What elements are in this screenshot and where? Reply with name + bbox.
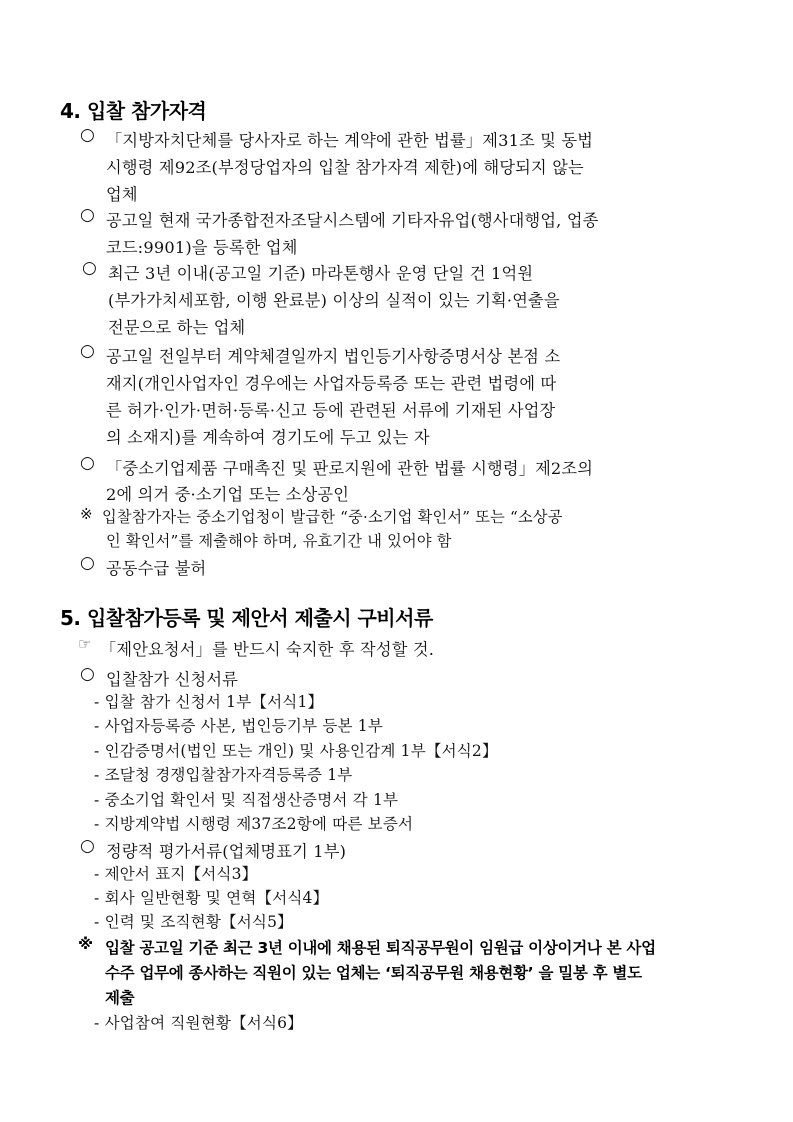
circle-bullet-icon: ○ <box>80 553 95 573</box>
item-line: 공동수급 불허 <box>106 559 207 578</box>
pointing-hand-icon: ☞ <box>78 635 92 653</box>
list-item: - 조달청 경쟁입찰참가자격등록증 1부 <box>94 766 353 784</box>
circle-bullet-icon: ○ <box>80 836 95 856</box>
note-line: 입찰 공고일 기준 최근 3년 이내에 채용된 퇴직공무원이 임원급 이상이거나 본 사업 <box>105 939 656 957</box>
list-item: - 지방계약법 시행령 제37조2항에 따른 보증서 <box>94 815 414 833</box>
section-5-title: 5. 입찰참가등록 및 제안서 제출시 구비서류 <box>60 606 433 630</box>
note-line: 입찰참가자는 중소기업청이 발급한 “중·소기업 확인서” 또는 “소상공 <box>102 508 563 526</box>
pointer-text: 「제안요청서」를 반드시 숙지한 후 작성할 것. <box>100 640 435 659</box>
list-item: - 입찰 참가 신청서 1부【서식1】 <box>94 693 324 711</box>
list-item: - 인력 및 조직현황【서식5】 <box>94 913 293 931</box>
item-line: 재지(개인사업자인 경우에는 사업자등록증 또는 관련 법령에 따 <box>106 374 557 393</box>
list-item: - 중소기업 확인서 및 직접생산증명서 각 1부 <box>94 791 399 809</box>
item-line: 2에 의거 중·소기업 또는 소상공인 <box>106 485 350 504</box>
item-line: 른 허가·인가·면허·등록·신고 등에 관련된 서류에 기재된 사업장 <box>106 401 556 420</box>
circle-bullet-icon: ○ <box>80 453 95 473</box>
circle-bullet-icon: ○ <box>82 258 97 278</box>
circle-bullet-icon: ○ <box>80 341 95 361</box>
list-item: - 사업자등록증 사본, 법인등기부 등본 1부 <box>94 717 384 735</box>
item-line: 시행령 제92조(부정당업자의 입찰 참가자격 제한)에 해당되지 않는 <box>106 158 584 177</box>
item-line: 「지방자치단체를 당사자로 하는 계약에 관한 법률」제31조 및 동법 <box>106 131 594 150</box>
item-line: 의 소재지)를 계속하여 경기도에 두고 있는 자 <box>106 428 430 447</box>
reference-mark-icon: ※ <box>80 505 93 523</box>
circle-bullet-icon: ○ <box>80 205 95 225</box>
reference-mark-icon: ※ <box>78 935 93 953</box>
list-item: - 인감증명서(법인 또는 개인) 및 사용인감계 1부【서식2】 <box>94 742 498 760</box>
note-line: 수주 업무에 종사하는 직원이 있는 업체는 ‘퇴직공무원 채용현황’ 을 밀봉 후 별도 <box>105 964 642 982</box>
note-line: 인 확인서”를 제출해야 하며, 유효기간 내 있어야 함 <box>106 532 452 550</box>
item-line: 「중소기업제품 구매촉진 및 판로지원에 관한 법률 시행령」제2조의 <box>106 459 594 478</box>
group-title: 정량적 평가서류(업체명표기 1부) <box>106 842 347 861</box>
item-line: 전문으로 하는 업체 <box>108 318 246 337</box>
item-line: 코드:9901)을 등록한 업체 <box>106 238 298 257</box>
list-item: - 사업참여 직원현황【서식6】 <box>94 1014 303 1032</box>
group-title: 입찰참가 신청서류 <box>106 670 239 689</box>
section-4-title: 4. 입찰 참가자격 <box>60 99 207 123</box>
list-item: - 제안서 표지【서식3】 <box>94 865 258 883</box>
item-line: 최근 3년 이내(공고일 기준) 마라톤행사 운영 단일 건 1억원 <box>108 264 534 283</box>
item-line: 공고일 전일부터 계약체결일까지 법인등기사항증명서상 본점 소 <box>106 347 561 366</box>
item-line: (부가가치세포함, 이행 완료분) 이상의 실적이 있는 기획·연출을 <box>108 291 560 310</box>
note-line: 제출 <box>105 989 135 1007</box>
circle-bullet-icon: ○ <box>80 125 95 145</box>
item-line: 공고일 현재 국가종합전자조달시스템에 기타자유업(행사대행업, 업종 <box>106 211 599 230</box>
item-line: 업체 <box>106 185 138 204</box>
list-item: - 회사 일반현황 및 연혁【서식4】 <box>94 889 329 907</box>
circle-bullet-icon: ○ <box>80 664 95 684</box>
